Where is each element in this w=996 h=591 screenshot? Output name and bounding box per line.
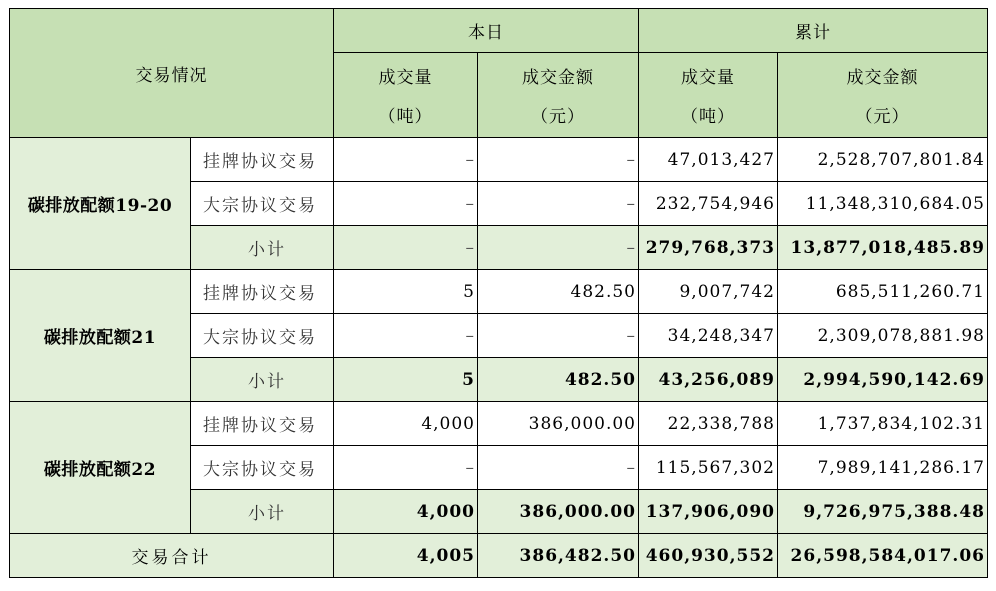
today-volume-cell: – [334, 314, 478, 358]
today-volume-cell: – [334, 138, 478, 182]
today-amount-cell: – [478, 446, 639, 490]
today-amount-cell: – [478, 226, 639, 270]
table-row [10, 402, 988, 446]
today-volume-cell: 4,000 [334, 490, 478, 534]
today-amount-cell: 482.50 [478, 270, 639, 314]
today-header: 本日 [334, 9, 639, 53]
cum-amount-cell: 2,309,078,881.98 [778, 314, 988, 358]
today-volume-cell: – [334, 226, 478, 270]
cum-volume-cell: 22,338,788 [639, 402, 778, 446]
row-label: 大宗协议交易 [191, 446, 334, 490]
cum-amount-cell: 685,511,260.71 [778, 270, 988, 314]
today-amount-cell: 386,000.00 [478, 490, 639, 534]
today-volume-unit: （吨） [378, 107, 433, 127]
cum-amount-cell: 13,877,018,485.89 [778, 226, 988, 270]
today-amount-cell: – [478, 182, 639, 226]
total-cum-amount: 26,598,584,017.06 [778, 534, 988, 578]
today-volume-cell: 5 [334, 358, 478, 402]
total-today-amount: 386,482.50 [478, 534, 639, 578]
header-row-1 [10, 9, 988, 53]
group-name: 碳排放配额22 [10, 402, 191, 534]
cum-volume-cell: 137,906,090 [639, 490, 778, 534]
total-today-volume: 4,005 [334, 534, 478, 578]
cum-volume-cell: 47,013,427 [639, 138, 778, 182]
cum-amount-cell: 2,994,590,142.69 [778, 358, 988, 402]
cum-amount-cell: 11,348,310,684.05 [778, 182, 988, 226]
cum-volume-unit: （吨） [681, 107, 735, 127]
cum-volume-cell: 43,256,089 [639, 358, 778, 402]
today-volume-label: 成交量 [378, 68, 433, 88]
total-cum-volume: 460,930,552 [639, 534, 778, 578]
subtotal-label: 小计 [191, 490, 334, 534]
table-row [10, 270, 988, 314]
cum-amount-header [778, 53, 988, 138]
cum-volume-label: 成交量 [681, 68, 735, 88]
today-amount-cell: – [478, 314, 639, 358]
cum-volume-cell: 9,007,742 [639, 270, 778, 314]
today-volume-cell: 5 [334, 270, 478, 314]
today-volume-header [334, 53, 478, 138]
today-amount-header [478, 53, 639, 138]
trade-status-header: 交易情况 [10, 9, 334, 138]
cum-amount-cell: 9,726,975,388.48 [778, 490, 988, 534]
cum-amount-cell: 7,989,141,286.17 [778, 446, 988, 490]
cum-volume-cell: 34,248,347 [639, 314, 778, 358]
today-volume-cell: 4,000 [334, 402, 478, 446]
row-label: 大宗协议交易 [191, 314, 334, 358]
cum-amount-label: 成交金额 [846, 68, 919, 88]
cum-amount-cell: 2,528,707,801.84 [778, 138, 988, 182]
subtotal-label: 小计 [191, 358, 334, 402]
today-amount-cell: 482.50 [478, 358, 639, 402]
today-amount-label: 成交金额 [522, 68, 594, 88]
today-volume-cell: – [334, 446, 478, 490]
cum-volume-cell: 279,768,373 [639, 226, 778, 270]
total-label: 交易合计 [10, 534, 334, 578]
trade-summary-table [9, 8, 988, 578]
row-label: 大宗协议交易 [191, 182, 334, 226]
cum-amount-unit: （元） [855, 107, 910, 127]
today-volume-cell: – [334, 182, 478, 226]
cum-amount-cell: 1,737,834,102.31 [778, 402, 988, 446]
row-label: 挂牌协议交易 [191, 138, 334, 182]
cum-volume-cell: 232,754,946 [639, 182, 778, 226]
group-name: 碳排放配额21 [10, 270, 191, 402]
today-amount-unit: （元） [531, 107, 585, 127]
cum-volume-header [639, 53, 778, 138]
today-amount-cell: 386,000.00 [478, 402, 639, 446]
today-amount-cell: – [478, 138, 639, 182]
row-label: 挂牌协议交易 [191, 402, 334, 446]
table-row [10, 138, 988, 182]
cum-volume-cell: 115,567,302 [639, 446, 778, 490]
total-row [10, 534, 988, 578]
cumulative-header: 累计 [639, 9, 988, 53]
group-name: 碳排放配额19-20 [10, 138, 191, 270]
subtotal-label: 小计 [191, 226, 334, 270]
row-label: 挂牌协议交易 [191, 270, 334, 314]
